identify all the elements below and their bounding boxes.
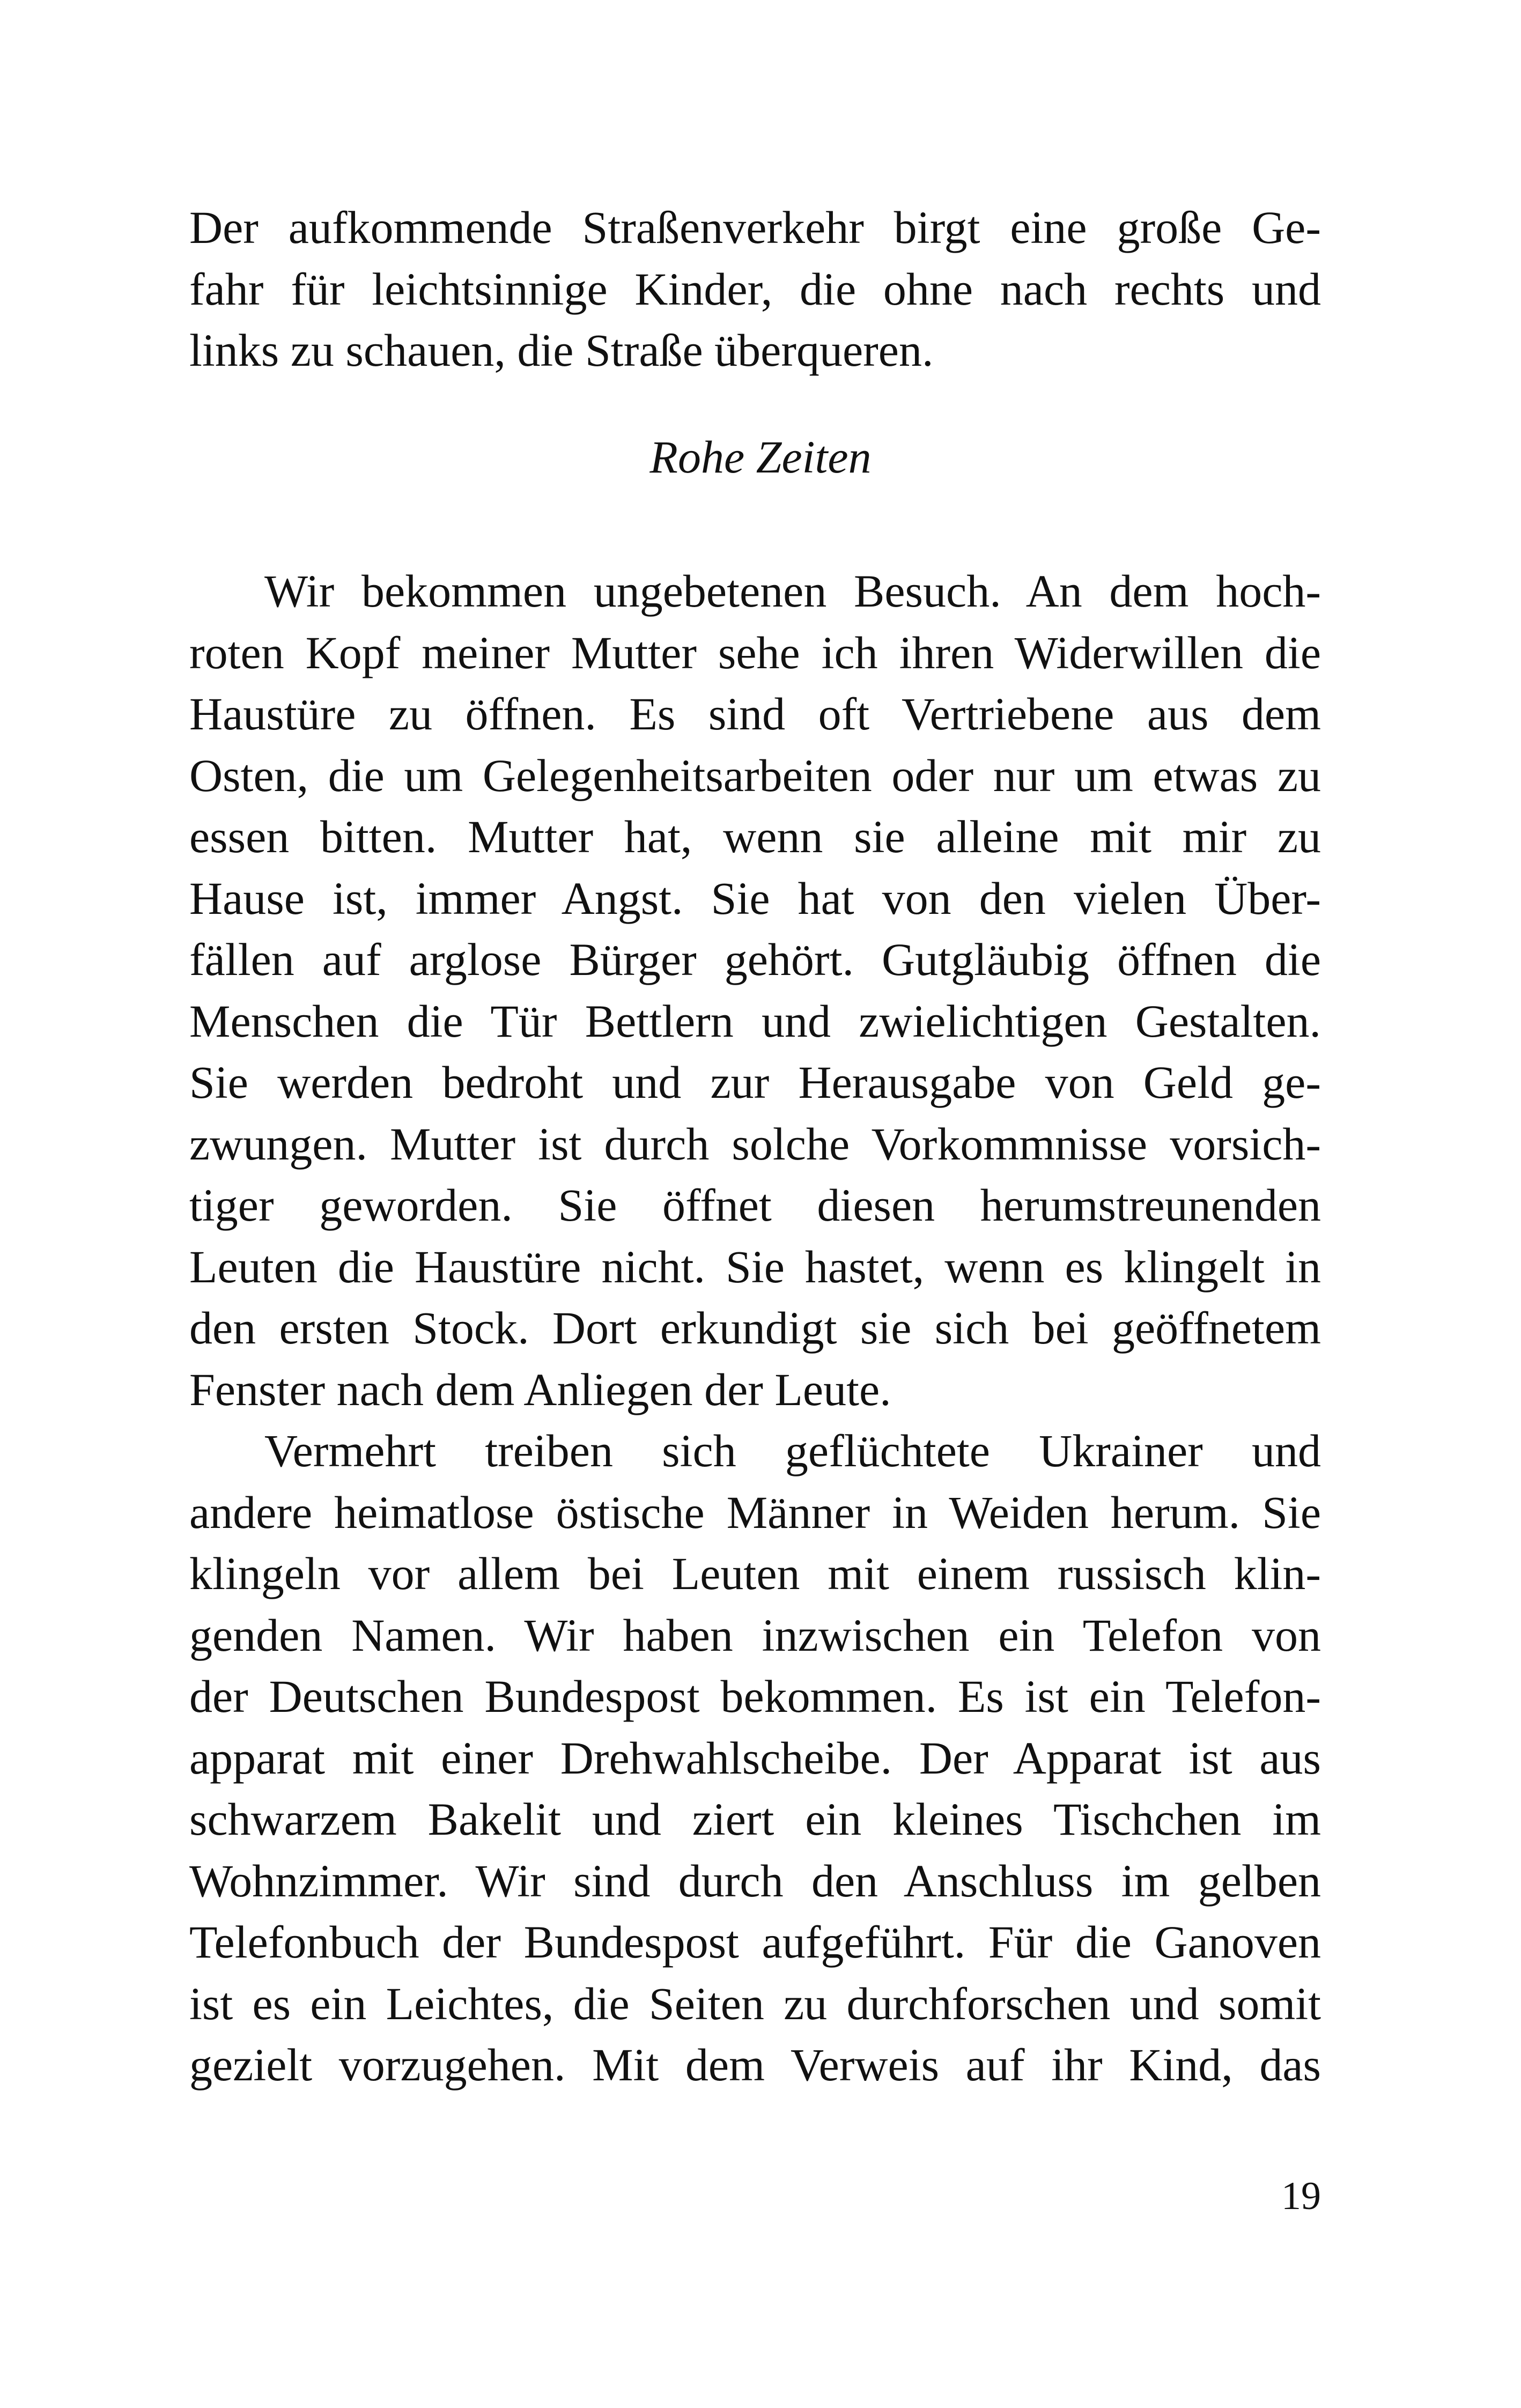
text-line: roten Kopf meiner Mutter sehe ich ihren Widerwillen die — [189, 626, 1321, 678]
paragraph-top — [189, 197, 1321, 381]
text-line: Leuten die Haustüre nicht. Sie hastet, wenn es klingelt in — [189, 1240, 1321, 1292]
text-line: Sie werden bedroht und zur Herausgabe von Geld ge- — [189, 1057, 1321, 1108]
text-line: fällen auf arglose Bürger gehört. Gutgläubig öffnen die — [189, 934, 1321, 985]
text-line: fahr für leichtsinnige Kinder, die ohne nach rechts und — [189, 263, 1321, 315]
text-line: Der aufkommende Straßenverkehr birgt eine große Ge- — [189, 202, 1321, 253]
text-line: Telefonbuch der Bundespost aufgeführt. Für die Ganoven — [189, 1916, 1321, 1968]
text-line: Wir bekommen ungebetenen Besuch. An dem hoch- — [264, 565, 1321, 617]
text-line: andere heimatlose östische Männer in Weiden herum. Sie — [189, 1486, 1321, 1538]
text-line: Vermehrt treiben sich geflüchtete Ukrainer und — [264, 1425, 1321, 1476]
section-heading: Rohe Zeiten — [649, 431, 872, 483]
text-line: Hause ist, immer Angst. Sie hat von den vielen Über- — [189, 872, 1321, 924]
text-line: genden Namen. Wir haben inzwischen ein Telefon von — [189, 1609, 1321, 1661]
paragraph-2 — [189, 1420, 1321, 2096]
text-line: links zu schauen, die Straße überqueren. — [189, 324, 934, 376]
text-line: tiger geworden. Sie öffnet diesen herumstreunenden — [189, 1179, 1321, 1231]
text-line: Wohnzimmer. Wir sind durch den Anschluss im gelben — [189, 1855, 1321, 1907]
text-line: apparat mit einer Drehwahlscheibe. Der Apparat ist aus — [189, 1732, 1321, 1784]
text-line: klingeln vor allem bei Leuten mit einem russisch klin- — [189, 1548, 1321, 1599]
text-line: der Deutschen Bundespost bekommen. Es ist ein Telefon- — [189, 1671, 1321, 1722]
text-line: essen bitten. Mutter hat, wenn sie alleine mit mir zu — [189, 811, 1321, 862]
text-line: Fenster nach dem Anliegen der Leute. — [189, 1363, 891, 1415]
text-line: Osten, die um Gelegenheitsarbeiten oder nur um etwas zu — [189, 749, 1321, 801]
text-line: zwungen. Mutter ist durch solche Vorkommnisse vorsich- — [189, 1118, 1321, 1170]
paragraph-1 — [189, 560, 1321, 1420]
text-line: gezielt vorzugehen. Mit dem Verweis auf ihr Kind, das — [189, 2039, 1321, 2091]
text-line: Menschen die Tür Bettlern und zwielichtigen Gestalten. — [189, 995, 1321, 1047]
text-line: den ersten Stock. Dort erkundigt sie sich bei geöffnetem — [189, 1302, 1321, 1354]
text-line: Haustüre zu öffnen. Es sind oft Vertriebene aus dem — [189, 688, 1321, 740]
text-line: ist es ein Leichtes, die Seiten zu durchforschen und somit — [189, 1977, 1321, 2029]
text-line: schwarzem Bakelit und ziert ein kleines Tischchen im — [189, 1793, 1321, 1845]
page-number: 19 — [1281, 2174, 1321, 2218]
